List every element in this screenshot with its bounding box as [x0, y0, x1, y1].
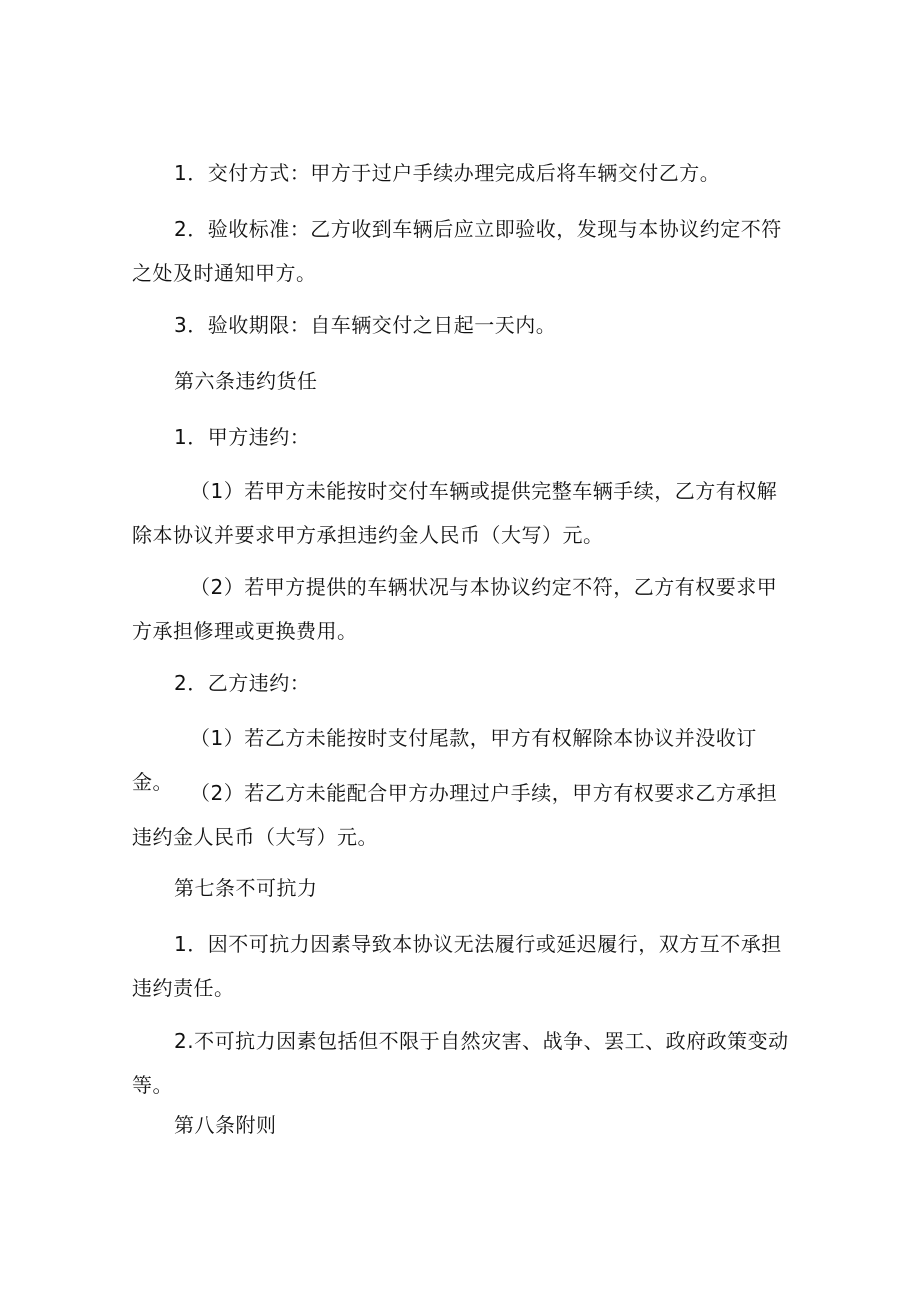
section-heading-article-7: 第七条不可抗力: [174, 876, 318, 900]
clause-force-majeure-2: 2.不可抗力因素包括但不限于自然灾害、战争、罢工、政府政策变动等。: [132, 1029, 789, 1097]
section-heading-article-8: 第八条附则: [174, 1113, 277, 1137]
clause-delivery-method: 1．交付方式：甲方于过户手续办理完成后将车辆交付乙方。: [174, 161, 721, 185]
clause-party-b-breach: 2．乙方违约：: [174, 671, 311, 695]
clause-force-majeure-1: 1．因不可抗力因素导致本协议无法履行或延迟履行，双方互不承担违约责任。: [132, 932, 782, 1000]
clause-party-a-breach: 1．甲方违约：: [174, 425, 311, 449]
section-heading-article-6: 第六条违约货任: [174, 369, 318, 393]
clause-party-a-breach-item-2: （2）若甲方提供的车辆状况与本协议约定不符，乙方有权要求甲方承担修理或更换费用。: [132, 575, 778, 643]
clause-acceptance-period: 3．验收期限：自车辆交付之日起一天内。: [174, 313, 557, 337]
clause-party-b-breach-item-2: （2）若乙方未能配合甲方办理过户手续，甲方有权要求乙方承担违约金人民币（大写）元。: [132, 781, 778, 849]
clause-party-a-breach-item-1: （1）若甲方未能按时交付车辆或提供完整车辆手续，乙方有权解除本协议并要求甲方承担违约金人民币（大写）元。: [132, 479, 778, 547]
clause-acceptance-standard: 2．验收标准：乙方收到车辆后应立即验收，发现与本协议约定不符之处及时通知甲方。: [132, 217, 782, 285]
clause-party-b-breach-item-1: （1）若乙方未能按时支付尾款，甲方有权解除本协议并没收订金。: [132, 726, 757, 794]
